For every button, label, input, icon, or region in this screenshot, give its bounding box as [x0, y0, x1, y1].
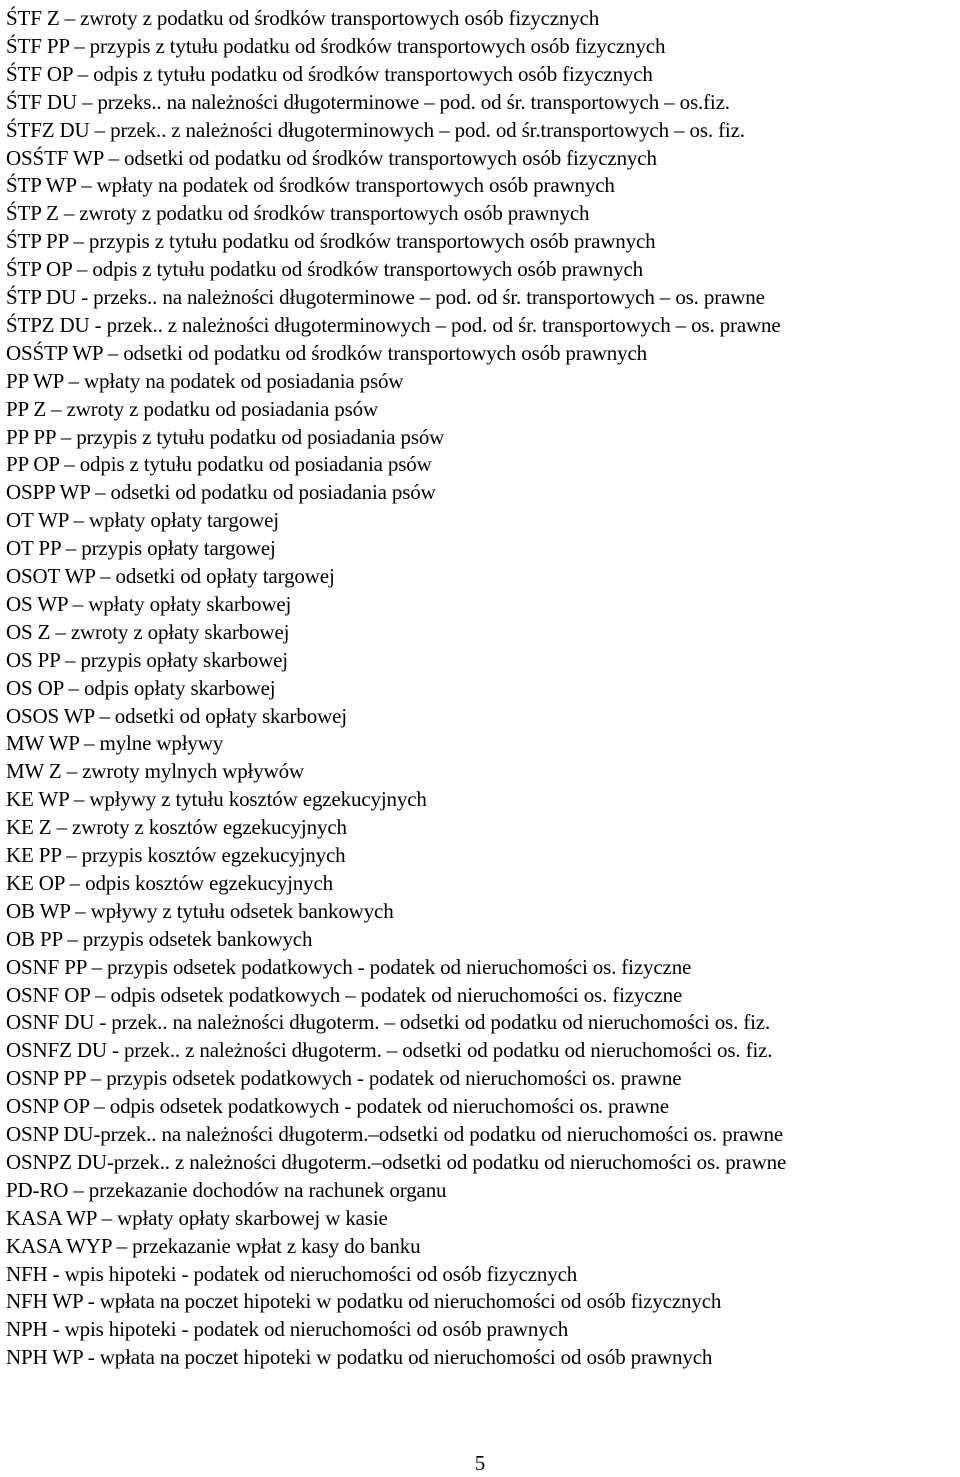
code-definition-line: KASA WP – wpłaty opłaty skarbowej w kasie [6, 1205, 388, 1230]
code-definition-line: OSPP WP – odsetki od podatku od posiadania psów [6, 480, 436, 505]
code-definition-line: KASA WYP – przekazanie wpłat z kasy do banku [6, 1233, 421, 1258]
code-definition-line: OSNP DU-przek.. na należności długoterm.–odsetki od podatku od nieruchomości os. prawne [6, 1122, 784, 1146]
code-definition-line: NFH - wpis hipoteki - podatek od nieruchomości od osób fizycznych [6, 1261, 578, 1286]
code-definition-line: ŚTP PP – przypis z tytułu podatku od środków transportowych osób prawnych [6, 229, 656, 254]
code-definition-line: OSNF PP – przypis odsetek podatkowych - podatek od nieruchomości os. fizyczne [6, 954, 692, 979]
code-definition-line: ŚTP OP – odpis z tytułu podatku od środków transportowych osób prawnych [6, 257, 643, 282]
code-definition-line: ŚTF DU – przeks.. na należności długoterminowe – pod. od śr. transportowych – os.fiz. [6, 89, 730, 114]
page-number: 5 [474, 1451, 486, 1475]
code-definition-line: OS PP – przypis opłaty skarbowej [6, 647, 288, 672]
code-definition-line: PP PP – przypis z tytułu podatku od posiadania psów [6, 424, 445, 449]
code-definition-line: NFH WP - wpłata na poczet hipoteki w podatku od nieruchomości od osób fizycznych [6, 1289, 722, 1314]
code-definition-line: ŚTF PP – przypis z tytułu podatku od środków transportowych osób fizycznych [6, 33, 666, 58]
code-definition-line: OSNFZ DU - przek.. z należności długoterm. – odsetki od podatku od nieruchomości os. fiz. [6, 1038, 773, 1063]
code-definition-line: OSOT WP – odsetki od opłaty targowej [6, 564, 335, 588]
code-definition-line: KE PP – przypis kosztów egzekucyjnych [6, 843, 346, 867]
code-definition-line: OS OP – odpis opłaty skarbowej [6, 675, 276, 700]
code-definition-line: PP WP – wpłaty na podatek od posiadania psów [6, 368, 404, 393]
code-definition-line: ŚTP Z – zwroty z podatku od środków transportowych osób prawnych [6, 201, 590, 226]
code-definition-line: ŚTF OP – odpis z tytułu podatku od środków transportowych osób fizycznych [6, 61, 653, 86]
code-definition-line: OSOS WP – odsetki od opłaty skarbowej [6, 703, 347, 728]
code-definition-line: OS WP – wpłaty opłaty skarbowej [6, 591, 292, 616]
code-definition-line: ŚTPZ DU - przek.. z należności długoterminowych – pod. od śr. transportowych – os. prawne [6, 312, 781, 337]
code-definition-line: ŚTP DU - przeks.. na należności długoterminowe – pod. od śr. transportowych – os. prawne [6, 285, 765, 309]
code-definition-line: NPH WP - wpłata na poczet hipoteki w podatku od nieruchomości od osób prawnych [6, 1345, 713, 1370]
code-definition-line: OSNF OP – odpis odsetek podatkowych – podatek od nieruchomości os. fizyczne [6, 982, 683, 1007]
code-definition-line: OB PP – przypis odsetek bankowych [6, 926, 313, 951]
code-definition-line: OT PP – przypis opłaty targowej [6, 536, 276, 561]
code-definition-line: OSNP PP – przypis odsetek podatkowych - podatek od nieruchomości os. prawne [6, 1066, 682, 1091]
code-definition-line: OSNP OP – odpis odsetek podatkowych - podatek od nieruchomości os. prawne [6, 1094, 669, 1119]
code-definition-line: NPH - wpis hipoteki - podatek od nieruchomości od osób prawnych [6, 1317, 569, 1342]
code-definition-line: PD-RO – przekazanie dochodów na rachunek organu [6, 1177, 447, 1202]
code-definition-line: PP Z – zwroty z podatku od posiadania psów [6, 396, 379, 421]
code-definition-line: MW Z – zwroty mylnych wpływów [6, 759, 304, 784]
code-definition-line: OSŚTP WP – odsetki od podatku od środków transportowych osób prawnych [6, 340, 647, 365]
code-definition-line: MW WP – mylne wpływy [6, 731, 224, 756]
code-definition-line: ŚTFZ DU – przek.. z należności długoterminowych – pod. od śr.transportowych – os. fiz. [6, 117, 745, 142]
code-definition-line: ŚTF Z – zwroty z podatku od środków transportowych osób fizycznych [6, 6, 600, 30]
code-definition-line: KE OP – odpis kosztów egzekucyjnych [6, 870, 333, 895]
code-definition-line: ŚTP WP – wpłaty na podatek od środków transportowych osób prawnych [6, 173, 615, 198]
code-definition-line: OB WP – wpływy z tytułu odsetek bankowych [6, 898, 394, 923]
code-definition-line: OT WP – wpłaty opłaty targowej [6, 508, 279, 533]
code-definition-line: KE Z – zwroty z kosztów egzekucyjnych [6, 815, 347, 840]
code-definition-line: KE WP – wpływy z tytułu kosztów egzekucyjnych [6, 787, 427, 812]
code-definition-line: PP OP – odpis z tytułu podatku od posiadania psów [6, 452, 432, 477]
code-definition-line: OSŚTF WP – odsetki od podatku od środków transportowych osób fizycznych [6, 145, 657, 170]
code-definition-line: OSNF DU - przek.. na należności długoterm. – odsetki od podatku od nieruchomości os. fiz. [6, 1010, 771, 1035]
code-definition-line: OS Z – zwroty z opłaty skarbowej [6, 619, 290, 644]
code-definition-line: OSNPZ DU-przek.. z należności długoterm.–odsetki od podatku od nieruchomości os. prawne [6, 1149, 787, 1174]
